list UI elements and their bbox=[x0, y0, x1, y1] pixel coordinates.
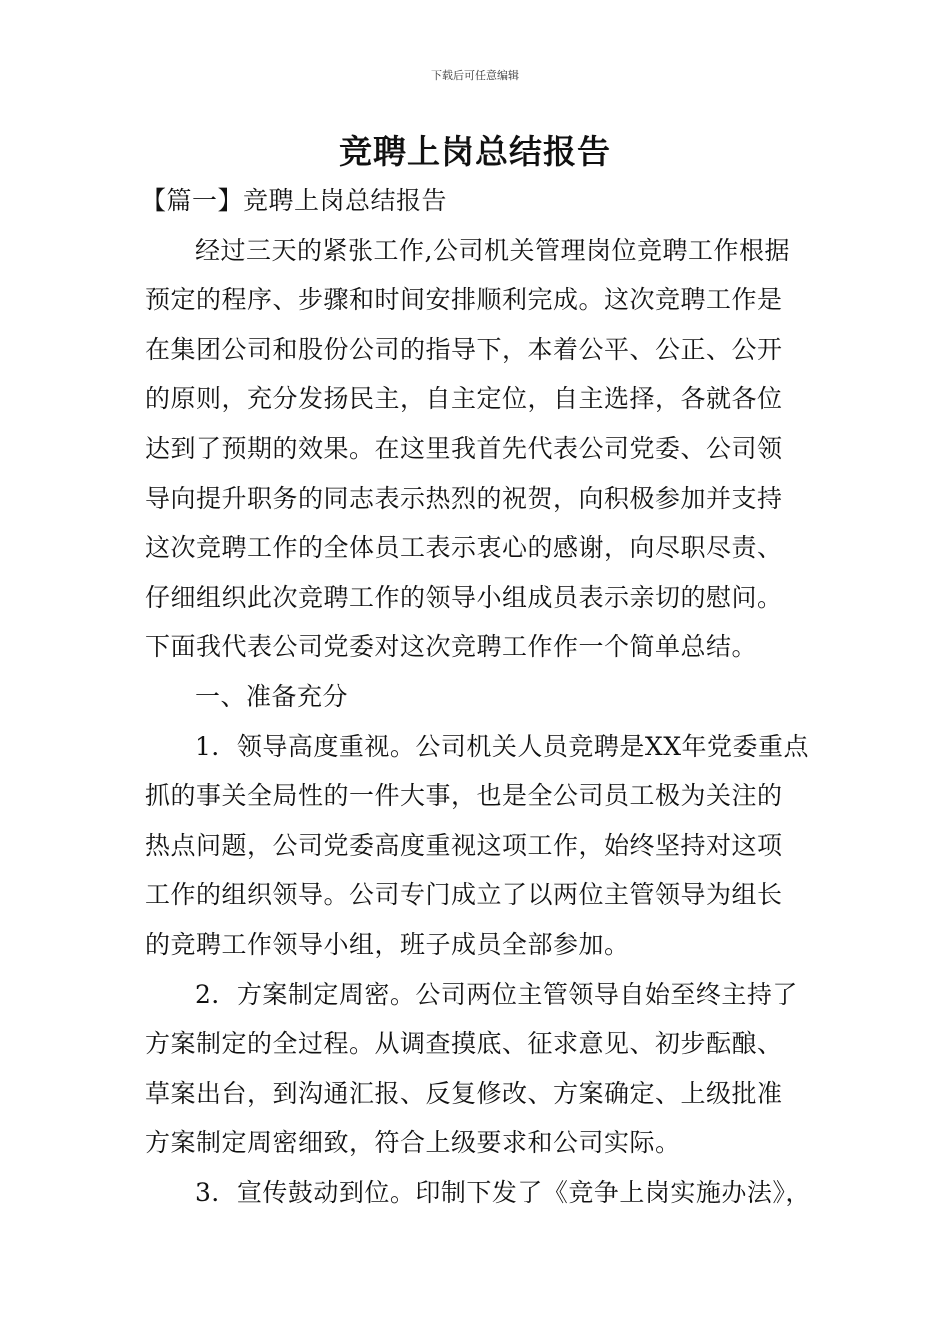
paragraph-line: 达到了预期的效果。在这里我首先代表公司党委、公司领 bbox=[145, 433, 783, 463]
paragraph-line: 3．宣传鼓动到位。印制下发了《竞争上岗实施办法》， bbox=[195, 1177, 811, 1207]
subheading-line: 一、准备充分 bbox=[195, 681, 349, 711]
paragraph-line: 工作的组织领导。公司专门成立了以两位主管领导为组长 bbox=[145, 880, 783, 910]
paragraph-line: 在集团公司和股份公司的指导下，本着公平、公正、公开 bbox=[145, 334, 783, 364]
paragraph-line: 1．领导高度重视。公司机关人员竞聘是XX年党委重点 bbox=[195, 731, 810, 761]
document-body bbox=[141, 176, 825, 1217]
paragraph-point-3 bbox=[145, 1168, 825, 1218]
paragraph-line: 预定的程序、步骤和时间安排顺利完成。这次竞聘工作是 bbox=[145, 285, 783, 315]
paragraph-line: 仔细组织此次竞聘工作的领导小组成员表示亲切的慰问。 bbox=[145, 582, 783, 612]
paragraph-line: 2．方案制定周密。公司两位主管领导自始至终主持了 bbox=[195, 979, 798, 1009]
document-title: 竞聘上岗总结报告 bbox=[339, 132, 611, 171]
paragraph-point-1 bbox=[145, 722, 825, 970]
paragraph-line: 热点问题，公司党委高度重视这项工作，始终坚持对这项 bbox=[145, 830, 783, 860]
paragraph-point-2 bbox=[145, 970, 825, 1168]
paragraph-line: 的原则，充分发扬民主，自主定位，自主选择，各就各位 bbox=[145, 384, 783, 414]
paragraph-intro bbox=[145, 226, 825, 672]
section-heading: 【篇一】竞聘上岗总结报告 bbox=[141, 186, 448, 215]
paragraph-line: 方案制定周密细致，符合上级要求和公司实际。 bbox=[145, 1128, 681, 1158]
paragraph-line: 的竞聘工作领导小组，班子成员全部参加。 bbox=[145, 929, 630, 959]
paragraph-line: 方案制定的全过程。从调查摸底、征求意见、初步酝酿、 bbox=[145, 1029, 783, 1059]
paragraph-line: 导向提升职务的同志表示热烈的祝贺，向积极参加并支持 bbox=[145, 483, 783, 513]
paragraph-line: 下面我代表公司党委对这次竞聘工作作一个简单总结。 bbox=[145, 632, 758, 662]
subheading-preparation bbox=[145, 672, 825, 722]
paragraph-line: 草案出台，到沟通汇报、反复修改、方案确定、上级批准 bbox=[145, 1078, 783, 1108]
paragraph-line: 抓的事关全局性的一件大事，也是全公司员工极为关注的 bbox=[145, 781, 783, 811]
header-note: 下载后可任意编辑 bbox=[431, 69, 519, 82]
paragraph-line: 经过三天的紧张工作,公司机关管理岗位竞聘工作根据 bbox=[195, 235, 790, 265]
paragraph-line: 这次竞聘工作的全体员工表示衷心的感谢，向尽职尽责、 bbox=[145, 533, 783, 563]
